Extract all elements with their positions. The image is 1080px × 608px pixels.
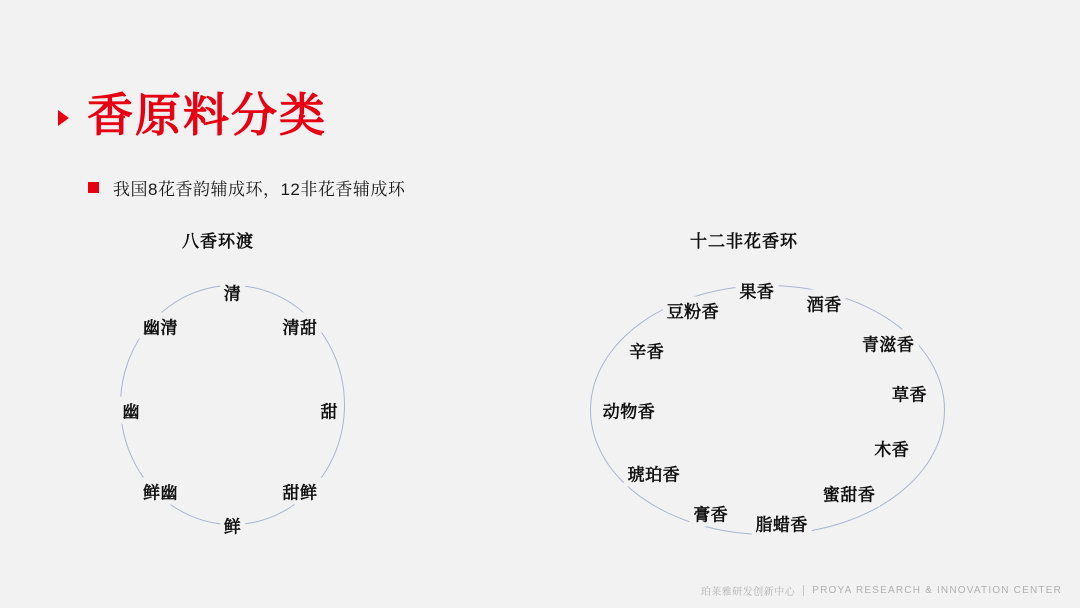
ring-label: 鲜 — [220, 512, 246, 539]
ring-label: 鲜幽 — [139, 478, 182, 505]
ring-label: 甜 — [317, 396, 343, 423]
ring-label: 清 — [220, 279, 246, 306]
ring-label: 蜜甜香 — [819, 479, 880, 506]
ring-label: 幽清 — [139, 312, 182, 339]
ring-label: 琥珀香 — [624, 459, 685, 486]
ring-label: 清甜 — [279, 312, 322, 339]
diagram-heading-right: 十二非花香环 — [690, 232, 798, 251]
square-bullet-icon — [88, 182, 99, 193]
ring-label: 幽 — [119, 396, 145, 423]
page-title-text: 香原料分类 — [87, 89, 327, 141]
ring-label: 酒香 — [803, 289, 846, 316]
ring-diagram-right — [495, 250, 1040, 580]
ring-label: 草香 — [888, 379, 931, 406]
bullet-line — [88, 175, 405, 200]
footer-text-cn: 珀莱雅研发创新中心 — [700, 587, 796, 598]
page-title — [58, 89, 327, 141]
ring-label: 青滋香 — [858, 329, 919, 356]
footer-text-en: PROYA RESEARCH & INNOVATION CENTER — [812, 585, 1062, 596]
ring-label: 果香 — [735, 277, 778, 304]
footer-divider — [803, 585, 804, 596]
ring-label: 甜鲜 — [279, 478, 322, 505]
ring-diagram-left — [60, 250, 410, 580]
ring-label: 辛香 — [625, 337, 668, 364]
ring-label: 动物香 — [599, 397, 660, 424]
footer — [701, 583, 1062, 598]
ring-label: 膏香 — [689, 499, 732, 526]
ring-label: 脂蜡香 — [751, 509, 812, 536]
ring-label: 豆粉香 — [663, 297, 724, 324]
bullet-line-text: 我国8花香韵辅成环，12非花香辅成环 — [113, 180, 406, 199]
diagram-heading-left: 八香环渡 — [182, 232, 254, 251]
triangle-marker-icon — [58, 110, 69, 126]
ring-label: 木香 — [870, 434, 913, 461]
